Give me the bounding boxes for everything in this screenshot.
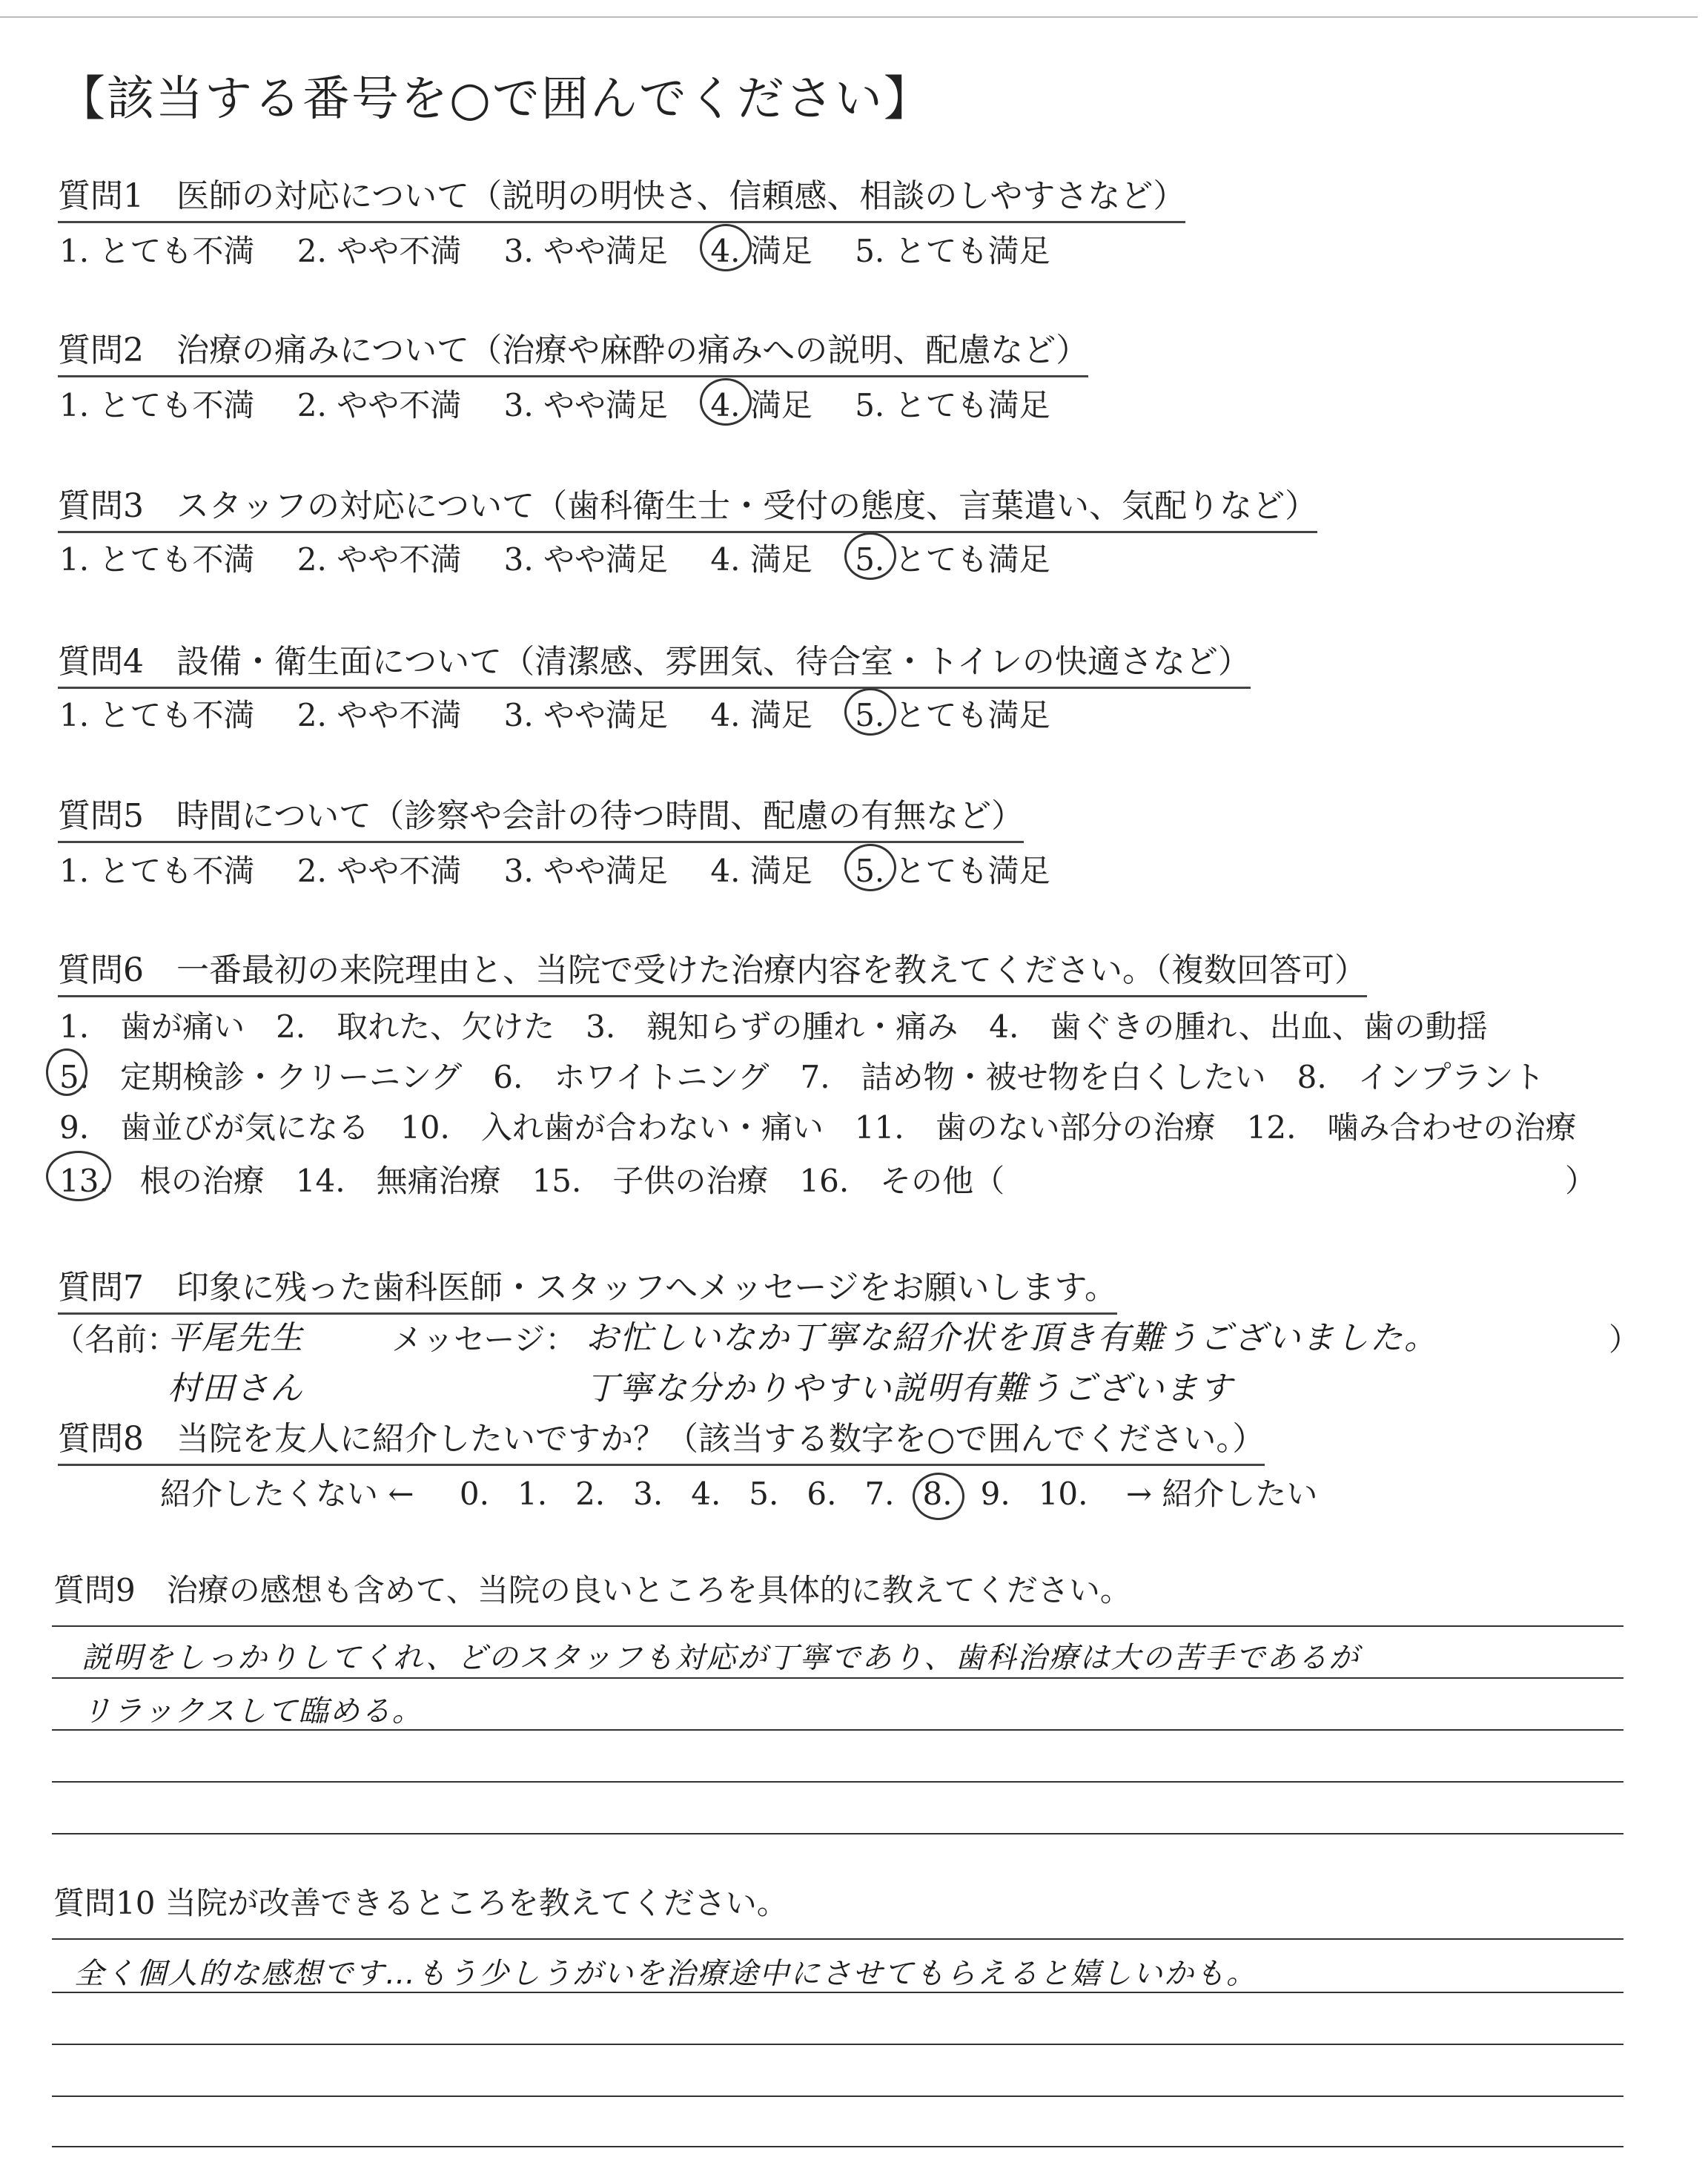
q4-option-2[interactable]: 2. やや不満 [297, 697, 462, 733]
q8-scale-option-6[interactable]: 6. [807, 1476, 837, 1512]
q8-left-label: 紹介したくない ← [160, 1476, 414, 1512]
question-8-title: 質問8 当院を友人に紹介したいですか？（該当する数字を○で囲んでください。） [58, 1412, 1265, 1466]
q8-scale-option-9[interactable]: 9. [980, 1476, 1010, 1512]
q6-row-4[interactable]: 13. 根の治療 14. 無痛治療 15. 子供の治療 16. その他（ ） [59, 1163, 1597, 1199]
q5-option-4[interactable]: 4. 満足 [710, 853, 812, 889]
q4-option-3[interactable]: 3. やや満足 [503, 697, 669, 733]
q8-scale-option-4[interactable]: 4. [691, 1476, 721, 1512]
question-9-title: 質問9 治療の感想も含めて、当院の良いところを具体的に教えてください。 [53, 1572, 1131, 1608]
q3-option-2[interactable]: 2. やや不満 [297, 541, 462, 578]
question-6-title: 質問6 一番最初の来院理由と、当院で受けた治療内容を教えてください。（複数回答可） [58, 943, 1367, 997]
question-4-options [59, 691, 1083, 736]
q10-line-3 [52, 2044, 1623, 2045]
question-3-title: 質問3 スタッフの対応について（歯科衛生士・受付の態度、言葉遣い、気配りなど） [58, 479, 1317, 533]
q3-option-5[interactable]: 5. とても満足 [855, 535, 1050, 580]
q10-answer-line-1[interactable]: 全く個人的な感想です…もう少しうがいを治療途中にさせてもらえると嬉しいかも。 [74, 1957, 1257, 1991]
q2-option-1[interactable]: 1. とても不満 [59, 387, 255, 423]
q8-scale-option-8[interactable]: 8. [922, 1476, 953, 1512]
q5-option-3[interactable]: 3. やや満足 [503, 853, 669, 889]
q1-option-3[interactable]: 3. やや満足 [503, 233, 669, 269]
question-2-title: 質問2 治療の痛みについて（治療や麻酔の痛みへの説明、配慮など） [58, 323, 1088, 377]
q9-line-1 [52, 1625, 1623, 1627]
q8-scale-option-3[interactable]: 3. [633, 1476, 663, 1512]
question-2-options [59, 381, 1083, 426]
question-10-title: 質問10 当院が改善できるところを教えてください。 [53, 1885, 788, 1921]
q7-close-paren: ） [1609, 1321, 1641, 1358]
question-1-title: 質問1 医師の対応について（説明の明快さ、信頼感、相談のしやすさなど） [58, 169, 1185, 223]
q10-line-4 [52, 2095, 1623, 2097]
q3-option-3[interactable]: 3. やや満足 [503, 541, 669, 578]
q7-message-1[interactable]: お忙しいなか丁寧な紹介状を頂き有難うございました。 [586, 1319, 1438, 1357]
q1-option-5[interactable]: 5. とても満足 [855, 233, 1050, 269]
q6-row-3[interactable]: 9. 歯並びが気になる 10. 入れ歯が合わない・痛い 11. 歯のない部分の治療 12. 噛み合わせの治療 [59, 1109, 1577, 1146]
q7-name-1[interactable]: 平尾先生 [168, 1319, 304, 1357]
q9-line-4 [52, 1781, 1623, 1783]
page-title: 【該当する番号を○で囲んでください】 [58, 72, 933, 127]
question-3-options [59, 535, 1083, 580]
question-5-options [59, 847, 1083, 891]
q8-scale-option-0[interactable]: 0. [459, 1476, 489, 1512]
q8-scale-option-10[interactable]: 10. [1038, 1476, 1088, 1512]
q6-row-2[interactable]: 5. 定期検診・クリーニング 6. ホワイトニング 7. 詰め物・被せ物を白くしたい 8. インプラント [59, 1059, 1545, 1095]
question-5-title: 質問5 時間について（診察や会計の待つ時間、配慮の有無など） [58, 789, 1024, 843]
q8-scale-option-5[interactable]: 5. [749, 1476, 779, 1512]
q7-message-label: メッセージ： [391, 1321, 577, 1358]
q9-answer-line-2[interactable]: リラックスして臨める。 [82, 1694, 423, 1728]
question-1-options [59, 227, 1083, 271]
q2-option-4[interactable]: 4. 満足 [710, 381, 812, 426]
q3-option-1[interactable]: 1. とても不満 [59, 541, 255, 578]
q2-option-3[interactable]: 3. やや満足 [503, 387, 669, 423]
question-7-title: 質問7 印象に残った歯科医師・スタッフへメッセージをお願いします。 [58, 1261, 1117, 1315]
q10-line-1 [52, 1938, 1623, 1940]
q4-option-1[interactable]: 1. とても不満 [59, 697, 255, 733]
q9-line-2 [52, 1677, 1623, 1679]
q2-option-2[interactable]: 2. やや不満 [297, 387, 462, 423]
q2-option-5[interactable]: 5. とても満足 [855, 387, 1050, 423]
q7-name-2[interactable]: 村田さん [168, 1370, 304, 1407]
q6-selected-5-mark [46, 1048, 87, 1096]
q1-option-4[interactable]: 4. 満足 [710, 227, 812, 271]
q8-scale [160, 1470, 1317, 1514]
q4-option-5[interactable]: 5. とても満足 [855, 691, 1050, 736]
q5-option-5[interactable]: 5. とても満足 [855, 847, 1050, 891]
q3-option-4[interactable]: 4. 満足 [710, 541, 812, 578]
scan-edge [0, 16, 1698, 18]
q9-answer-line-1[interactable]: 説明をしっかりしてくれ、どのスタッフも対応が丁寧であり、歯科治療は大の苦手であるが [82, 1641, 1360, 1675]
q6-selected-13-mark [46, 1151, 111, 1201]
q8-right-label: → 紹介したい [1125, 1476, 1318, 1512]
q6-row-1[interactable]: 1. 歯が痛い 2. 取れた、欠けた 3. 親知らずの腫れ・痛み 4. 歯ぐきの腫れ、出血、歯の動揺 [59, 1008, 1488, 1045]
q8-scale-option-1[interactable]: 1. [517, 1476, 548, 1512]
q5-option-1[interactable]: 1. とても不満 [59, 853, 255, 889]
q10-line-5 [52, 2146, 1623, 2147]
q8-scale-option-2[interactable]: 2. [575, 1476, 606, 1512]
q7-message-2[interactable]: 丁寧な分かりやすい説明有難うございます [586, 1370, 1234, 1407]
q1-option-1[interactable]: 1. とても不満 [59, 233, 255, 269]
q8-scale-items [460, 1476, 1116, 1512]
q4-option-4[interactable]: 4. 満足 [710, 697, 812, 733]
q8-scale-option-7[interactable]: 7. [864, 1476, 895, 1512]
q9-line-5 [52, 1833, 1623, 1834]
q5-option-2[interactable]: 2. やや不満 [297, 853, 462, 889]
question-4-title: 質問4 設備・衛生面について（清潔感、雰囲気、待合室・トイレの快適さなど） [58, 635, 1251, 689]
q1-option-2[interactable]: 2. やや不満 [297, 233, 462, 269]
q7-name-label: （名前： [53, 1321, 179, 1358]
